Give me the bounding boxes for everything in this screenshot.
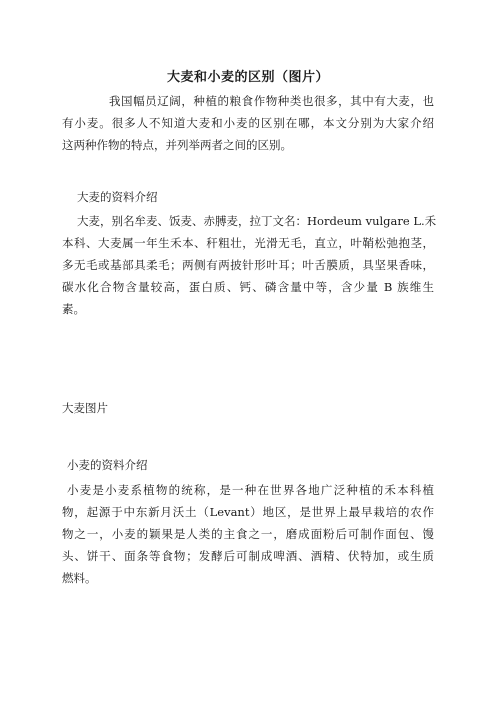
intro-paragraph <box>62 90 434 156</box>
wheat-paragraph <box>62 479 434 589</box>
wheat-line: 小麦是小麦系植物的统称，是一种在世界各地广泛种植的禾本科植 <box>67 483 434 497</box>
intro-line: 这两种作物的特点，并列举两者之间的区别。 <box>62 138 292 152</box>
intro-line: 我国幅员辽阔，种植的粮食作物种类也很多，其中有大麦，也 <box>109 94 434 108</box>
barley-line: 本科、大麦属一年生禾本、秆粗壮，光滑无毛，直立，叶鞘松弛抱茎， <box>62 236 434 250</box>
intro-line: 有小麦。很多人不知道大麦和小麦的区别在哪，本文分别为大家介绍 <box>62 116 434 130</box>
barley-image-caption: 大麦图片 <box>62 401 108 415</box>
barley-paragraph <box>62 210 437 320</box>
wheat-line: 燃料。 <box>62 571 97 585</box>
barley-line: 大麦，别名牟麦、饭麦、赤膊麦，拉丁文名：Hordeum vulgare L.禾 <box>77 214 437 228</box>
wheat-heading: 小麦的资料介绍 <box>67 458 148 472</box>
barley-line: 多无毛或基部具柔毛；两侧有两披针形叶耳；叶舌膜质，具坚果香味， <box>62 258 434 272</box>
barley-line: 素。 <box>62 302 85 316</box>
document-title: 大麦和小麦的区别（图片） <box>166 70 329 85</box>
wheat-line: 物之一，小麦的颖果是人类的主食之一，磨成面粉后可制作面包、馒 <box>62 527 434 541</box>
barley-line: 碳水化合物含量较高，蛋白质、钙、磷含量中等，含少量 B 族维生 <box>62 280 434 294</box>
wheat-line: 物，起源于中东新月沃土（Levant）地区，是世界上最早栽培的农作 <box>62 505 434 519</box>
barley-heading: 大麦的资料介绍 <box>77 190 158 204</box>
wheat-line: 头、饼干、面条等食物；发酵后可制成啤酒、酒精、伏特加，或生质 <box>62 549 434 563</box>
